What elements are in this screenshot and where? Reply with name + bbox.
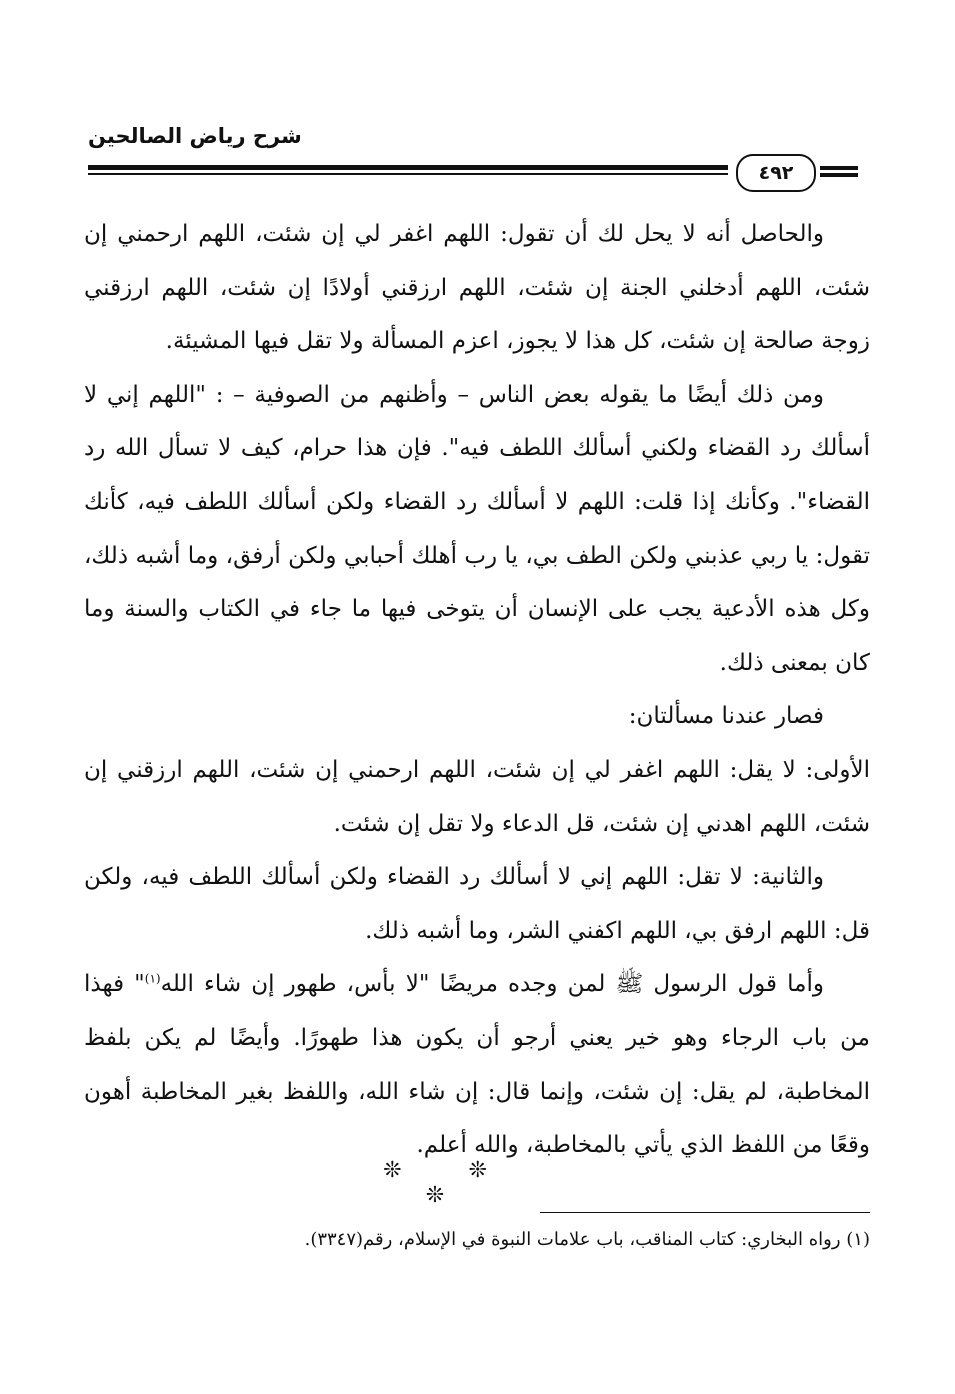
paragraph: الأولى: لا يقل: اللهم اغفر لي إن شئت، اللهم ارحمني إن شئت، اللهم ارزقني إن شئت، اللهم اهدني إن شئت، قل الدعاء ولا تقل إن شئت. xyxy=(84,756,870,837)
footnote-reference: (١) xyxy=(144,971,161,986)
footnote-rule xyxy=(540,1212,870,1213)
header-deco-bar xyxy=(820,173,858,177)
paragraph: ومن ذلك أيضًا ما يقوله بعض الناس – وأظنهم من الصوفية – : "اللهم إني لا أسألك رد القضاء ولكني أسألك اللطف فيه". فإن هذا حرام، كيف لا تسأل الله رد القضاء". وكأنك إذا قلت: اللهم لا أسألك رد القضاء ولكن أسألك اللطف فيه، كأنك تقول: يا ربي عذبني ولكن الطف بي، يا رب أهلك أحبابي ولكن أرفق، وما أشبه ذلك، وكل هذه الأدعية يجب على الإنسان أن يتوخى فيها ما جاء في الكتاب والسنة وما كان بمعنى ذلك. xyxy=(84,381,870,676)
header-deco-bar xyxy=(820,166,858,170)
paragraph: والثانية: لا تقل: اللهم إني لا أسألك رد القضاء ولكن أسألك اللطف فيه، ولكن قل: اللهم ارفق بي، اللهم اكفني الشر، وما أشبه ذلك. xyxy=(84,864,870,944)
paragraph: والحاصل أنه لا يحل لك أن تقول: اللهم اغفر لي إن شئت، اللهم ارحمني إن شئت، اللهم أدخلني الجنة إن شئت، اللهم ارزقني أولادًا إن شئت، اللهم ارزقني زوجة صالحة إن شئت، كل هذا لا يجوز، اعزم المسألة ولا تقل فيها المشيئة. xyxy=(84,221,870,355)
page-number: ٤٩٢ xyxy=(736,154,816,192)
body-text xyxy=(84,208,870,1173)
header-rule-thin xyxy=(88,173,728,175)
paragraph xyxy=(84,958,870,1172)
paragraph-text: " فهذا من باب الرجاء وهو خير يعني أرجو أن يكون هذا طهورًا. وأيضًا لم يكن بلفظ المخاطبة، لم يقل: إن شئت، وإنما قال: إن شاء الله، واللفظ بغير المخاطبة أهون وقعًا من اللفظ الذي يأتي بالمخاطبة، والله أعلم. xyxy=(84,971,870,1159)
page-header xyxy=(88,118,868,198)
book-title: شرح رياض الصالحين xyxy=(88,124,302,148)
section-separator: ❊ ❊ ❊ xyxy=(383,1158,517,1208)
paragraph: فصار عندنا مسألتان: xyxy=(628,703,824,730)
header-rule-thick xyxy=(88,165,728,170)
paragraph-text: وأما قول الرسول ﷺ لمن وجده مريضًا "لا بأس، طهور إن شاء الله xyxy=(160,971,824,998)
footnote: (١) رواه البخاري: كتاب المناقب، باب علامات النبوة في الإسلام، رقم(٣٣٤٧). xyxy=(304,1229,870,1250)
